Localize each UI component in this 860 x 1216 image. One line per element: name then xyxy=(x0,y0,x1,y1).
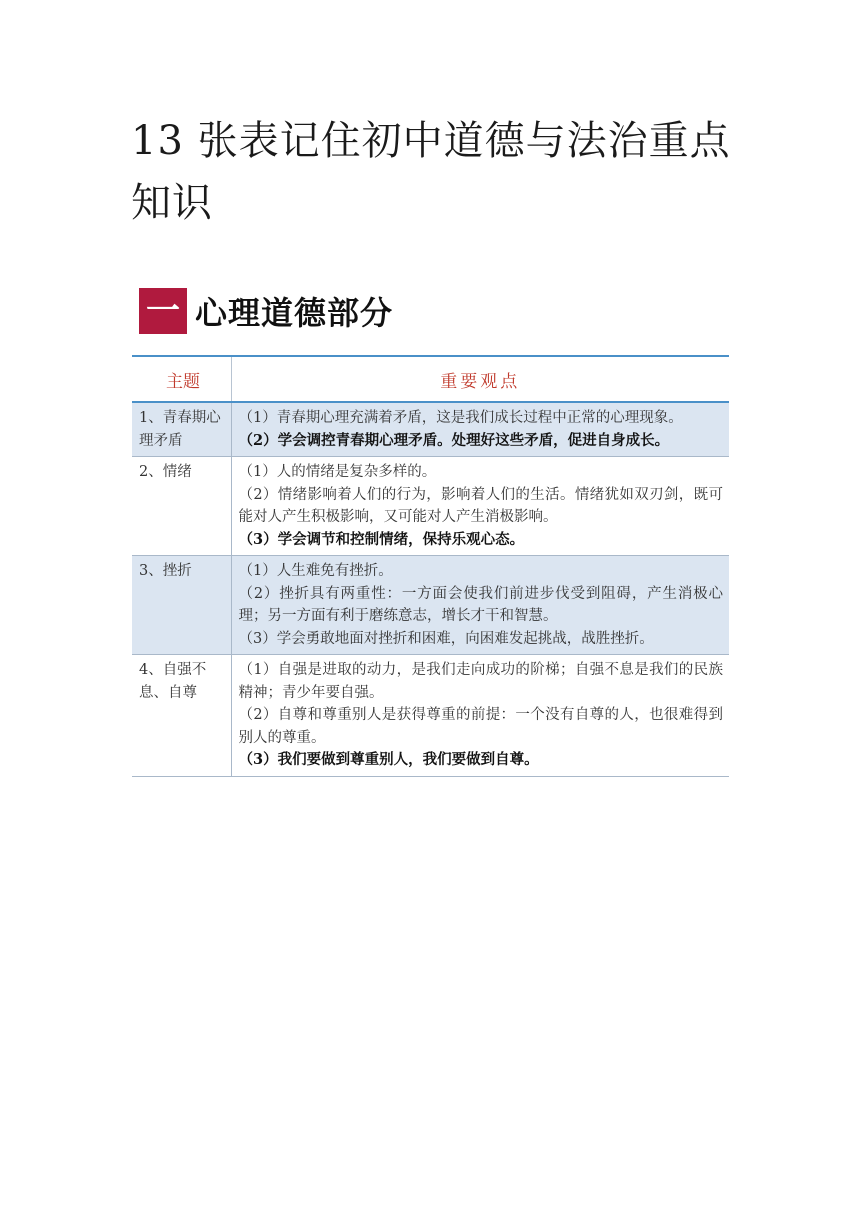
table-row xyxy=(132,556,729,655)
table-row xyxy=(132,402,729,457)
key-point: （1）青春期心理充满着矛盾，这是我们成长过程中正常的心理现象。 xyxy=(238,410,683,426)
column-header-key-points: 重要观点 xyxy=(231,356,729,402)
topic-cell: 2、情绪 xyxy=(132,457,231,556)
column-header-topic: 主题 xyxy=(132,356,231,402)
key-point: （2）挫折具有两重性：一方面会使我们前进步伐受到阻碍，产生消极心理；另一方面有利于磨练意志，增长才干和智慧。 xyxy=(238,585,723,624)
topic-table xyxy=(132,355,729,777)
table-header-row xyxy=(132,356,729,402)
section-number-badge: 一 xyxy=(139,288,187,334)
section-title: 心理道德部分 xyxy=(195,294,394,332)
key-points-cell xyxy=(231,655,729,777)
key-point: （3）学会调节和控制情绪，保持乐观心态。 xyxy=(238,530,525,548)
key-point: （1）人的情绪是复杂多样的。 xyxy=(238,464,437,480)
page-title: 13 张表记住初中道德与法治重点知识 xyxy=(131,118,731,226)
topic-cell: 1、青春期心理矛盾 xyxy=(132,402,231,457)
topic-cell: 3、挫折 xyxy=(132,556,231,655)
section-header xyxy=(139,288,393,334)
table-row xyxy=(132,457,729,556)
table-row xyxy=(132,655,729,777)
topic-cell: 4、自强不息、自尊 xyxy=(132,655,231,777)
key-points-cell xyxy=(231,556,729,655)
key-point: （1）人生难免有挫折。 xyxy=(238,563,393,579)
key-points-cell xyxy=(231,402,729,457)
key-point: （2）情绪影响着人们的行为，影响着人们的生活。情绪犹如双刃剑，既可能对人产生积极影响，又可能对人产生消极影响。 xyxy=(238,486,723,525)
key-points-cell xyxy=(231,457,729,556)
table-body xyxy=(132,402,729,776)
key-point: （2）学会调控青春期心理矛盾。处理好这些矛盾，促进自身成长。 xyxy=(238,431,670,449)
key-point: （2）自尊和尊重别人是获得尊重的前提：一个没有自尊的人，也很难得到别人的尊重。 xyxy=(238,707,723,746)
key-point: （3）我们要做到尊重别人，我们要做到自尊。 xyxy=(238,751,539,768)
key-point: （3）学会勇敢地面对挫折和困难，向困难发起挑战，战胜挫折。 xyxy=(238,630,654,647)
key-point: （1）自强是进取的动力，是我们走向成功的阶梯；自强不息是我们的民族精神；青少年要自强。 xyxy=(238,662,723,701)
